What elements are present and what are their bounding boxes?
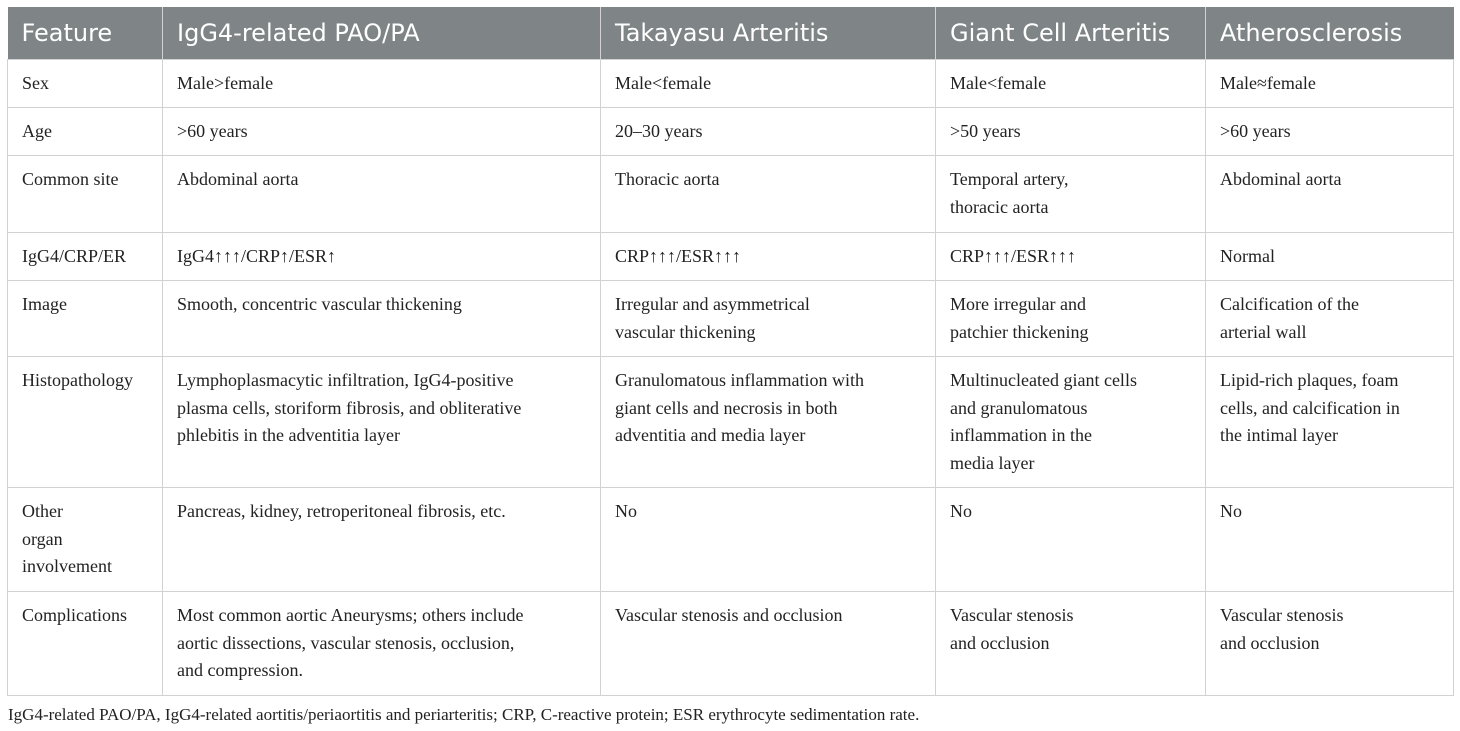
table-row bbox=[8, 156, 1454, 233]
table-cell: Thoracic aorta bbox=[601, 156, 936, 233]
table-cell: Calcification of the arterial wall bbox=[1206, 281, 1454, 357]
row-feature-label: Complications bbox=[8, 592, 163, 696]
table-cell: Temporal artery, thoracic aorta bbox=[936, 156, 1206, 233]
row-feature-label: Other organ involvement bbox=[8, 488, 163, 592]
row-feature-label: Image bbox=[8, 281, 163, 357]
table-cell: Abdominal aorta bbox=[1206, 156, 1454, 233]
table-cell: CRP↑↑↑/ESR↑↑↑ bbox=[936, 233, 1206, 281]
comparison-table bbox=[7, 7, 1454, 696]
table-cell: Multinucleated giant cells and granulomatous inflammation in the media layer bbox=[936, 357, 1206, 488]
table-cell: >60 years bbox=[1206, 108, 1454, 156]
table-footnote: IgG4-related PAO/PA, IgG4-related aortitis/periaortitis and periarteritis; CRP, C-reactive protein; ESR erythrocyte sedimentation rate. bbox=[8, 705, 920, 724]
table-row bbox=[8, 488, 1454, 592]
table-cell: Male>female bbox=[163, 60, 601, 108]
row-feature-label: Age bbox=[8, 108, 163, 156]
table-cell: Vascular stenosis and occlusion bbox=[1206, 592, 1454, 696]
table-cell: Vascular stenosis and occlusion bbox=[601, 592, 936, 696]
row-feature-label: Histopathology bbox=[8, 357, 163, 488]
table-cell: Pancreas, kidney, retroperitoneal fibrosis, etc. bbox=[163, 488, 601, 592]
header-atherosclerosis: Atherosclerosis bbox=[1206, 7, 1454, 60]
header-giant-cell: Giant Cell Arteritis bbox=[936, 7, 1206, 60]
table-cell: Smooth, concentric vascular thickening bbox=[163, 281, 601, 357]
table-row bbox=[8, 108, 1454, 156]
table-cell: CRP↑↑↑/ESR↑↑↑ bbox=[601, 233, 936, 281]
table-row bbox=[8, 233, 1454, 281]
table-cell: No bbox=[1206, 488, 1454, 592]
table-cell: More irregular and patchier thickening bbox=[936, 281, 1206, 357]
table-cell: No bbox=[936, 488, 1206, 592]
table-cell: Most common aortic Aneurysms; others include aortic dissections, vascular stenosis, occlusion, and compression. bbox=[163, 592, 601, 696]
table-cell: Irregular and asymmetrical vascular thickening bbox=[601, 281, 936, 357]
header-igg4: IgG4-related PAO/PA bbox=[163, 7, 601, 60]
table-cell: IgG4↑↑↑/CRP↑/ESR↑ bbox=[163, 233, 601, 281]
table-cell: Male<female bbox=[936, 60, 1206, 108]
comparison-table-container bbox=[7, 7, 1453, 696]
table-cell: Granulomatous inflammation with giant cells and necrosis in both adventitia and media layer bbox=[601, 357, 936, 488]
table-cell: Normal bbox=[1206, 233, 1454, 281]
header-feature: Feature bbox=[8, 7, 163, 60]
table-cell: Male<female bbox=[601, 60, 936, 108]
table-cell: 20–30 years bbox=[601, 108, 936, 156]
row-feature-label: IgG4/CRP/ER bbox=[8, 233, 163, 281]
row-feature-label: Sex bbox=[8, 60, 163, 108]
table-row bbox=[8, 60, 1454, 108]
table-cell: Lipid-rich plaques, foam cells, and calcification in the intimal layer bbox=[1206, 357, 1454, 488]
row-feature-label: Common site bbox=[8, 156, 163, 233]
table-row bbox=[8, 592, 1454, 696]
table-cell: >50 years bbox=[936, 108, 1206, 156]
table-row bbox=[8, 281, 1454, 357]
table-cell: Abdominal aorta bbox=[163, 156, 601, 233]
table-cell: No bbox=[601, 488, 936, 592]
table-cell: Vascular stenosis and occlusion bbox=[936, 592, 1206, 696]
header-takayasu: Takayasu Arteritis bbox=[601, 7, 936, 60]
table-cell: >60 years bbox=[163, 108, 601, 156]
table-cell: Lymphoplasmacytic infiltration, IgG4-positive plasma cells, storiform fibrosis, and obliterative phlebitis in the adventitia layer bbox=[163, 357, 601, 488]
table-header-row bbox=[8, 7, 1454, 60]
table-row bbox=[8, 357, 1454, 488]
table-cell: Male≈female bbox=[1206, 60, 1454, 108]
